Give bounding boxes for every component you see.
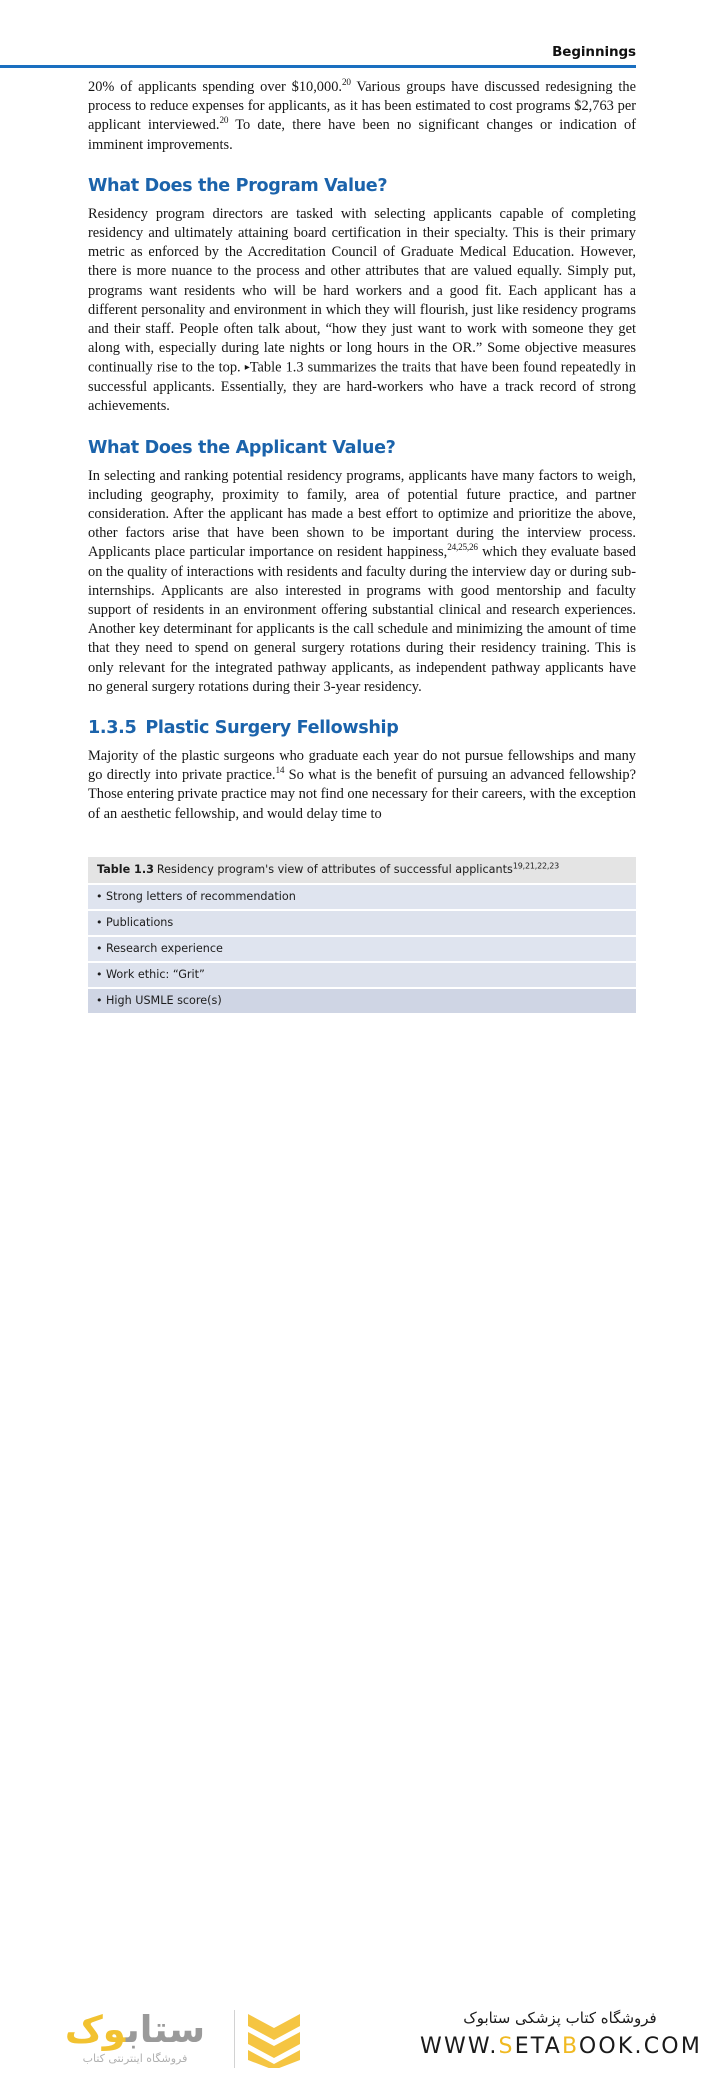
site-url[interactable] bbox=[420, 2034, 703, 2059]
table-row-label: High USMLE score(s) bbox=[106, 994, 222, 1007]
footnote-ref: 20 bbox=[342, 77, 351, 88]
heading-plastic-surgery-fellowship bbox=[88, 718, 636, 739]
para3-text-1: In selecting and ranking potential residency programs, applicants have many factors to weigh, including geography, proximity to family, area of potential future practice, and partner consideration. After the applicant has made a best effort to optimize and prioritize the above, other factors arise that have been shown to be important during the interview process. Applicants place particular importance on resident happiness, bbox=[88, 467, 636, 561]
url-part-1: WWW. bbox=[420, 2034, 499, 2059]
table-row bbox=[88, 937, 636, 961]
bullet-icon: • bbox=[96, 994, 103, 1007]
footnote-ref: 24,25,26 bbox=[447, 542, 478, 553]
para4-text-1: Majority of the plastic surgeons who graduate each year do not pursue fellowships and many go directly into private practice. bbox=[88, 747, 636, 784]
paragraph-fellowship bbox=[88, 747, 636, 824]
url-part-3: OOK.COM bbox=[578, 2034, 703, 2059]
footer-watermark bbox=[0, 1000, 721, 2065]
para3-text-2: which they evaluate based on the quality of interactions with residents and faculty during the interview day or during sub-internships. Applicants are also interested in programs with good mentorship and faculty support of residents in an environment offering substantial clinical and research experiences. Another key determinant for applicants is the call schedule and minimizing the amount of time that they need to spend on general surgery rotations during their residency training. This is only relevant for the integrated pathway applicants, as independent pathway applicants have no general surgery rotations during their 3-year residency. bbox=[88, 544, 636, 695]
table-row-label: Publications bbox=[106, 916, 174, 929]
bullet-icon: • bbox=[96, 942, 103, 955]
table-caption bbox=[88, 857, 636, 883]
paragraph-intro bbox=[88, 78, 636, 155]
table-pointer-icon: ▸ bbox=[244, 362, 250, 374]
para1-text-1: 20% of applicants spending over $10,000. bbox=[88, 79, 342, 95]
table-caption-label: Table 1.3 bbox=[97, 863, 154, 876]
setabook-tagline: فروشگاه اینترنتی کتاب bbox=[82, 2052, 188, 2065]
paragraph-program-value bbox=[88, 205, 636, 417]
header-rule bbox=[0, 65, 636, 68]
para1-text-3: To date, there have been no significant changes or indication of imminent improvements. bbox=[88, 117, 636, 153]
setabook-wordmark bbox=[46, 2008, 224, 2052]
para2-text-2: Table 1.3 summarizes the traits that have been found repeatedly in successful applicants. Essentially, they are hard-workers who have a track record of strong achievements. bbox=[88, 359, 636, 415]
table-caption-text: Residency program's view of attributes of successful applicants bbox=[156, 863, 513, 876]
bullet-icon: • bbox=[96, 890, 103, 903]
running-head-title: Beginnings bbox=[552, 44, 636, 60]
table-row bbox=[88, 911, 636, 935]
url-accent-b: B bbox=[561, 2034, 579, 2059]
table-row-label: Work ethic: “Grit” bbox=[106, 968, 205, 981]
para2-text-1: Residency program directors are tasked with selecting applicants capable of completing residency and ultimately attaining board certification in their specialty. This is their primary metric as enforced by the Accreditation Council of Graduate Medical Education. However, there is more nuance to the process and other attributes that are valued equally. Simply put, programs want residents who will be hard workers and a good fit. Each applicant has a different personality and environment in which they will flourish, just like residency programs and their staff. People often talk about, “how they just want to work with someone they get along with, especially during late nights or long hours in the OR.” Some objective measures continually rise to the top. bbox=[88, 205, 636, 376]
table-row-label: Strong letters of recommendation bbox=[106, 890, 296, 903]
site-name-fa: فروشگاه کتاب پزشکی ستابوک bbox=[463, 2009, 657, 2027]
url-accent-s: S bbox=[498, 2034, 515, 2059]
footnote-ref: 20 bbox=[219, 115, 229, 126]
section-title: Plastic Surgery Fellowship bbox=[145, 717, 399, 738]
logo-divider bbox=[234, 2010, 235, 2068]
page-header bbox=[0, 34, 636, 68]
bullet-icon: • bbox=[96, 968, 103, 981]
section-number: 1.3.5 bbox=[88, 717, 137, 738]
setabook-site-info bbox=[420, 2006, 703, 2059]
setabook-logo bbox=[46, 2004, 296, 2078]
table-row bbox=[88, 885, 636, 909]
paragraph-applicant-value bbox=[88, 467, 636, 697]
wordmark-part-b: وک bbox=[64, 2008, 126, 2051]
table-1-3 bbox=[88, 857, 636, 1013]
table-caption-refs: 19,21,22,23 bbox=[512, 861, 559, 871]
para4-text-2: So what is the benefit of pursuing an advanced fellowship? Those entering private practice may not find one necessary for their careers, with the exception of an aesthetic fellowship, and would delay time to bbox=[88, 767, 636, 822]
footnote-ref: 14 bbox=[275, 765, 285, 776]
text-column bbox=[88, 78, 636, 824]
url-part-2: ETA bbox=[514, 2034, 562, 2059]
para1-text-2: Various groups have discussed redesigning the process to reduce expenses for applicants, as it has been estimated to cost programs $2,763 per applicant interviewed. bbox=[88, 79, 636, 134]
bullet-icon: • bbox=[96, 916, 103, 929]
wordmark-part-a: ستاب bbox=[125, 2008, 206, 2051]
table-row bbox=[88, 963, 636, 987]
chevron-emblem-icon bbox=[246, 2012, 302, 2068]
heading-applicant-value: What Does the Applicant Value? bbox=[88, 437, 396, 458]
table-row-label: Research experience bbox=[106, 942, 223, 955]
heading-program-value: What Does the Program Value? bbox=[88, 175, 388, 196]
